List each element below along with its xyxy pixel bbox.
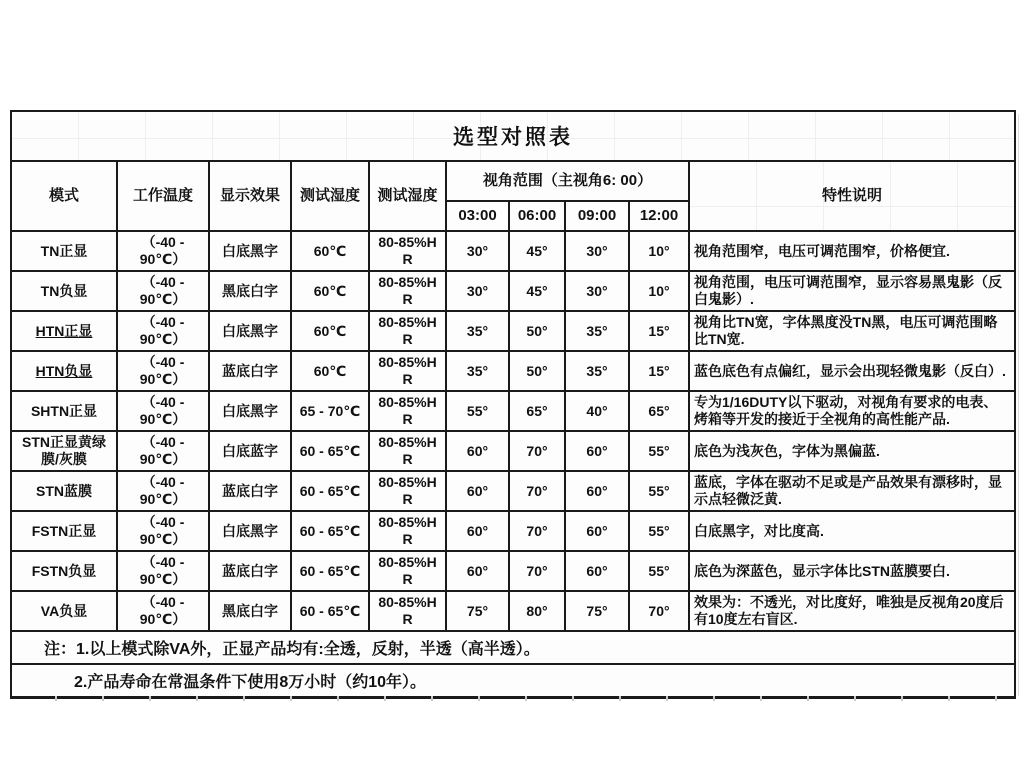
- selection-table: [10, 110, 1016, 699]
- test-humidity-2-cell: 80-85%H R: [369, 391, 446, 431]
- effect-cell: 白底黑字: [209, 311, 291, 351]
- mode-cell: HTN正显: [11, 311, 117, 351]
- feature-cell: 底色为浅灰色，字体为黑偏蓝.: [689, 431, 1015, 471]
- angle-0300-cell: 60°: [446, 511, 509, 551]
- angle-0900-cell: 60°: [565, 551, 629, 591]
- angle-0900-cell: 30°: [565, 271, 629, 311]
- table-row: [11, 511, 1015, 551]
- angle-0300-cell: 60°: [446, 431, 509, 471]
- test-humidity-1-cell: 60℃: [291, 351, 369, 391]
- angle-1200-cell: 10°: [629, 271, 689, 311]
- angle-0900-cell: 60°: [565, 431, 629, 471]
- angle-0600-cell: 50°: [509, 351, 565, 391]
- test-humidity-1-cell: 65 - 70℃: [291, 391, 369, 431]
- work-temp-cell: （-40 - 90℃）: [117, 311, 209, 351]
- mode-cell: HTN负显: [11, 351, 117, 391]
- angle-0600-cell: 70°: [509, 471, 565, 511]
- angle-0900-cell: 60°: [565, 511, 629, 551]
- angle-0900-cell: 40°: [565, 391, 629, 431]
- angle-0300-cell: 35°: [446, 311, 509, 351]
- angle-1200-cell: 55°: [629, 551, 689, 591]
- angle-1200-cell: 55°: [629, 511, 689, 551]
- table-row: [11, 311, 1015, 351]
- col-header-test-humidity-2: 测试湿度: [369, 161, 446, 231]
- test-humidity-1-cell: 60 - 65℃: [291, 471, 369, 511]
- gridline-ticks-bottom: [10, 696, 1014, 701]
- angle-1200-cell: 15°: [629, 311, 689, 351]
- work-temp-cell: （-40 - 90℃）: [117, 551, 209, 591]
- effect-cell: 蓝底白字: [209, 551, 291, 591]
- col-header-work-temp: 工作温度: [117, 161, 209, 231]
- angle-0300-cell: 35°: [446, 351, 509, 391]
- test-humidity-1-cell: 60℃: [291, 271, 369, 311]
- work-temp-cell: （-40 - 90℃）: [117, 511, 209, 551]
- feature-cell: 底色为深蓝色，显示字体比STN蓝膜要白.: [689, 551, 1015, 591]
- angle-0900-cell: 60°: [565, 471, 629, 511]
- test-humidity-2-cell: 80-85%H R: [369, 591, 446, 631]
- feature-cell: 视角比TN宽，字体黑度没TN黑，电压可调范围略比TN宽.: [689, 311, 1015, 351]
- mode-cell: TN正显: [11, 231, 117, 271]
- angle-0300-cell: 30°: [446, 271, 509, 311]
- feature-cell: 蓝色底色有点偏红，显示会出现轻微鬼影（反白）.: [689, 351, 1015, 391]
- table-row: [11, 231, 1015, 271]
- note-text-2: 2.产品寿命在常温条件下使用8万小时（约10年）。: [11, 664, 1015, 697]
- table-row: [11, 471, 1015, 511]
- angle-0600-cell: 70°: [509, 551, 565, 591]
- col-header-view-0600: 06:00: [509, 201, 565, 231]
- effect-cell: 蓝底白字: [209, 351, 291, 391]
- feature-cell: 视角范围，电压可调范围窄，显示容易黑鬼影（反白鬼影）.: [689, 271, 1015, 311]
- test-humidity-2-cell: 80-85%H R: [369, 231, 446, 271]
- angle-0300-cell: 60°: [446, 471, 509, 511]
- work-temp-cell: （-40 - 90℃）: [117, 591, 209, 631]
- test-humidity-2-cell: 80-85%H R: [369, 431, 446, 471]
- angle-0900-cell: 35°: [565, 311, 629, 351]
- angle-1200-cell: 15°: [629, 351, 689, 391]
- angle-0600-cell: 70°: [509, 431, 565, 471]
- test-humidity-1-cell: 60℃: [291, 311, 369, 351]
- col-header-view-1200: 12:00: [629, 201, 689, 231]
- col-header-feature: 特性说明: [689, 161, 1015, 231]
- note-row-2: [11, 664, 1015, 697]
- angle-0600-cell: 45°: [509, 231, 565, 271]
- note-text-1: 注：1.以上模式除VA外，正显产品均有:全透，反射，半透（高半透）。: [11, 631, 1015, 664]
- work-temp-cell: （-40 - 90℃）: [117, 271, 209, 311]
- test-humidity-2-cell: 80-85%H R: [369, 511, 446, 551]
- angle-0600-cell: 80°: [509, 591, 565, 631]
- work-temp-cell: （-40 - 90℃）: [117, 391, 209, 431]
- test-humidity-2-cell: 80-85%H R: [369, 471, 446, 511]
- angle-0300-cell: 75°: [446, 591, 509, 631]
- table-row: [11, 271, 1015, 311]
- mode-cell: STN蓝膜: [11, 471, 117, 511]
- mode-cell: SHTN正显: [11, 391, 117, 431]
- angle-1200-cell: 10°: [629, 231, 689, 271]
- mode-cell: STN正显黄绿膜/灰膜: [11, 431, 117, 471]
- feature-cell: 效果为：不透光，对比度好，唯独是反视角20度后有10度左右盲区.: [689, 591, 1015, 631]
- col-header-view-0900: 09:00: [565, 201, 629, 231]
- feature-cell: 专为1/16DUTY以下驱动，对视角有要求的电表、烤箱等开发的接近于全视角的高性能产品.: [689, 391, 1015, 431]
- test-humidity-2-cell: 80-85%H R: [369, 351, 446, 391]
- effect-cell: 黑底白字: [209, 271, 291, 311]
- test-humidity-1-cell: 60 - 65℃: [291, 591, 369, 631]
- test-humidity-2-cell: 80-85%H R: [369, 551, 446, 591]
- effect-cell: 白底蓝字: [209, 431, 291, 471]
- gridline-right: [1018, 114, 1019, 696]
- col-header-test-humidity-1: 测试湿度: [291, 161, 369, 231]
- table-row: [11, 551, 1015, 591]
- col-header-mode: 模式: [11, 161, 117, 231]
- header-row-1: [11, 161, 1015, 201]
- test-humidity-1-cell: 60 - 65℃: [291, 431, 369, 471]
- angle-0300-cell: 55°: [446, 391, 509, 431]
- feature-cell: 视角范围窄，电压可调范围窄，价格便宜.: [689, 231, 1015, 271]
- angle-1200-cell: 55°: [629, 471, 689, 511]
- angle-0300-cell: 60°: [446, 551, 509, 591]
- angle-0600-cell: 70°: [509, 511, 565, 551]
- table-row: [11, 431, 1015, 471]
- effect-cell: 黑底白字: [209, 591, 291, 631]
- work-temp-cell: （-40 - 90℃）: [117, 431, 209, 471]
- feature-cell: 蓝底，字体在驱动不足或是产品效果有漂移时，显示点轻微泛黄.: [689, 471, 1015, 511]
- angle-1200-cell: 70°: [629, 591, 689, 631]
- mode-cell: TN负显: [11, 271, 117, 311]
- effect-cell: 白底黑字: [209, 231, 291, 271]
- test-humidity-2-cell: 80-85%H R: [369, 271, 446, 311]
- feature-cell: 白底黑字，对比度高.: [689, 511, 1015, 551]
- test-humidity-2-cell: 80-85%H R: [369, 311, 446, 351]
- note-row-1: [11, 631, 1015, 664]
- mode-cell: VA负显: [11, 591, 117, 631]
- test-humidity-1-cell: 60 - 65℃: [291, 511, 369, 551]
- effect-cell: 蓝底白字: [209, 471, 291, 511]
- angle-0900-cell: 30°: [565, 231, 629, 271]
- test-humidity-1-cell: 60℃: [291, 231, 369, 271]
- angle-0900-cell: 75°: [565, 591, 629, 631]
- angle-1200-cell: 55°: [629, 431, 689, 471]
- selection-table-sheet: [10, 110, 1016, 699]
- effect-cell: 白底黑字: [209, 391, 291, 431]
- effect-cell: 白底黑字: [209, 511, 291, 551]
- work-temp-cell: （-40 - 90℃）: [117, 351, 209, 391]
- mode-cell: FSTN负显: [11, 551, 117, 591]
- angle-0600-cell: 45°: [509, 271, 565, 311]
- title-row: [11, 111, 1015, 161]
- mode-cell: FSTN正显: [11, 511, 117, 551]
- table-row: [11, 391, 1015, 431]
- work-temp-cell: （-40 - 90℃）: [117, 471, 209, 511]
- col-header-view-0300: 03:00: [446, 201, 509, 231]
- angle-0600-cell: 50°: [509, 311, 565, 351]
- angle-0900-cell: 35°: [565, 351, 629, 391]
- test-humidity-1-cell: 60 - 65℃: [291, 551, 369, 591]
- angle-1200-cell: 65°: [629, 391, 689, 431]
- col-header-effect: 显示效果: [209, 161, 291, 231]
- work-temp-cell: （-40 - 90℃）: [117, 231, 209, 271]
- page-title: 选型对照表: [11, 111, 1015, 161]
- table-row: [11, 591, 1015, 631]
- angle-0300-cell: 30°: [446, 231, 509, 271]
- table-row: [11, 351, 1015, 391]
- angle-0600-cell: 65°: [509, 391, 565, 431]
- col-header-view-range-group: 视角范围（主视角6: 00）: [446, 161, 689, 201]
